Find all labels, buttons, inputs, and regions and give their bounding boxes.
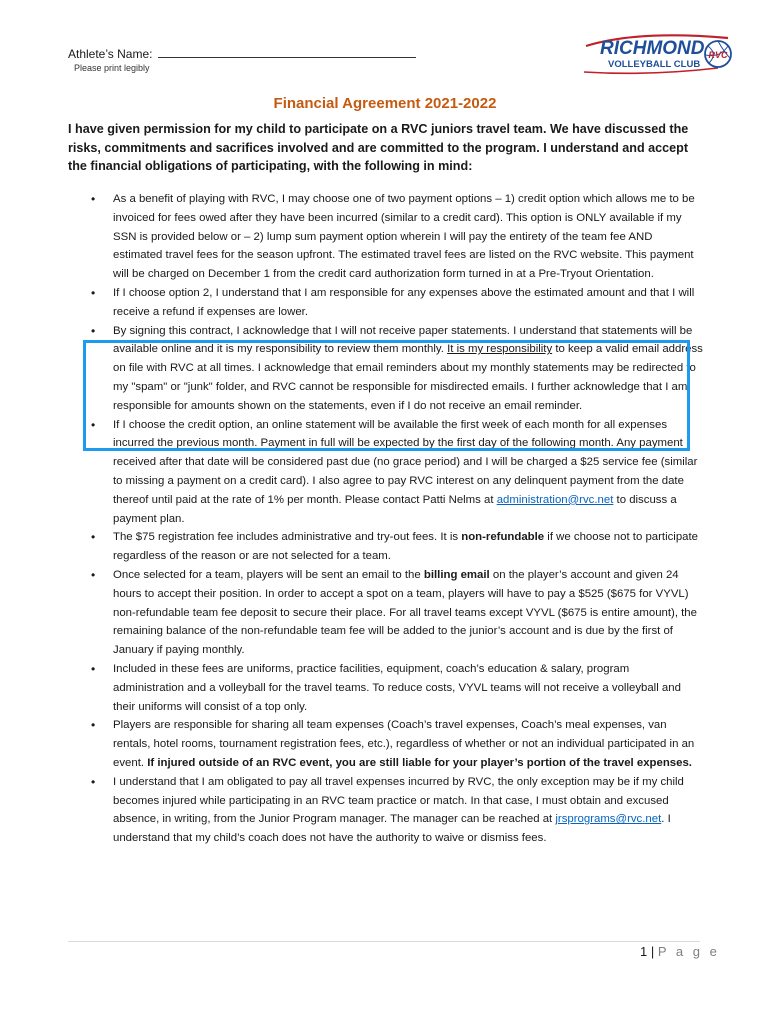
term-text-segment: If I choose the credit option, an online statement will be available the first week of each month for all expenses incurred the previous month. Payment in full will be expected by the first day of the following month. Any payment received after that date will be considered past due (no grace period) and I will be charged a $25 service fee (similar to missing a payment on a credit card). I also agree to pay RVC interest on any delinquent payment from the date thereof until paid at the rate of 1% per month. Please contact Patti Nelms at: [113, 418, 698, 506]
term-text: [113, 776, 684, 844]
term-text-segment: Included in these fees are uniforms, practice facilities, equipment, coach’s education & salary, program administration and a volleyball for the travel teams. To reduce costs, VYVL teams will not receive a volleyball and their uniforms will consist of a top only.: [113, 662, 681, 713]
term-item: [0, 528, 703, 566]
bullet-icon: •: [91, 323, 96, 338]
term-text: [113, 663, 681, 713]
term-item: [0, 716, 703, 772]
bullet-icon: •: [91, 567, 96, 582]
page-title: Financial Agreement 2021-2022: [273, 95, 497, 112]
term-item: [0, 773, 703, 848]
athlete-name-blank-line[interactable]: [158, 46, 416, 58]
bullet-icon: •: [91, 718, 96, 733]
term-text-segment: Once selected for a team, players will be sent an email to the: [113, 568, 424, 581]
term-item: [0, 284, 703, 322]
bullet-icon: •: [91, 192, 96, 206]
logo-club-text: VOLLEYBALL CLUB: [608, 59, 701, 70]
page-number-value: 1: [640, 944, 648, 959]
term-text-segment: The $75 registration fee includes administrative and try-out fees. It is: [113, 531, 462, 544]
intro-paragraph: I have given permission for my child to participate on a RVC juniors travel team. We have discussed the risks, commitments and sacrifices involved and are committed to the program. I understand and accept the financial obligations of participating, with the following in mind:: [68, 122, 689, 173]
term-text-segment: to keep a valid email address on file with RVC at all times. I acknowledge that email reminders about my monthly statements may be redirected to my "spam" or "junk" folder, and RVC cannot be responsible for misdirected emails. I further acknowledge that I am responsible for amounts shown on the statements, even if I do not receive an email reminder.: [113, 343, 703, 412]
logo-badge-text: RVC: [708, 50, 728, 60]
term-text: [113, 719, 694, 769]
term-bold-text: non-refundable: [461, 531, 545, 544]
term-text-segment: I understand that I am obligated to pay all travel expenses incurred by RVC, the only exception may be if my child becomes injured while participating in an RVC team practice or match. In that case, I must obtain and excused absence, in writing, from the Junior Program manager. The manager can be reached at: [113, 775, 684, 826]
bullet-icon: •: [91, 661, 96, 676]
term-item: [0, 660, 703, 716]
term-text-segment: to discuss a payment plan.: [113, 493, 677, 525]
term-underlined-text: It is my responsibility: [447, 343, 553, 356]
bullet-icon: •: [91, 285, 96, 300]
term-text: [113, 531, 698, 562]
footer-divider: [68, 941, 700, 942]
term-text-segment: if we choose not to participate regardless of the reason or are not selected for a team.: [113, 531, 699, 563]
bullet-icon: •: [91, 417, 96, 432]
term-text: [113, 193, 695, 280]
term-text-segment: Players are responsible for sharing all team expenses (Coach’s travel expenses, Coach’s meal expenses, van rentals, hotel rooms, tournament registration fees, etc.), regardless of whether or not an individual participated in an event.: [113, 719, 695, 769]
email-link[interactable]: jrsprograms@rvc.net: [555, 813, 662, 826]
term-bold-text: billing email: [423, 568, 490, 581]
athlete-name-label: Athlete’s Name:: [68, 47, 153, 61]
term-text-segment: If I choose option 2, I understand that I am responsible for any expenses above the estimated amount and that I will receive a refund if expenses are lower.: [113, 286, 695, 318]
term-text-segment: By signing this contract, I acknowledge that I will not receive paper statements. I understand that statements will be available online and it is my responsibility to review them monthly.: [113, 324, 693, 356]
page-number: [640, 944, 720, 959]
term-item: [0, 190, 703, 284]
bullet-icon: •: [91, 530, 96, 545]
bullet-icon: •: [91, 774, 96, 789]
print-legibly-note: Please print legibly: [74, 63, 150, 73]
highlight-box: [83, 340, 690, 451]
page-separator: |: [650, 944, 655, 959]
term-text-segment: on the player’s account and given 24 hours to accept their position. In order to accept a spot on a team, players will have to pay a $525 ($675 for VYVL) non-refundable team fee deposit to secure their place. For all travel teams except VYVL ($675 is entire amount), the remaining balance of the non-refundable team fee will be added to the junior’s account and is due by the first of January if paying monthly.: [113, 568, 697, 657]
term-text: [113, 569, 697, 656]
logo-richmond-text: RICHMOND: [600, 38, 705, 59]
email-link[interactable]: administration@rvc.net: [496, 493, 614, 506]
term-bold-text: If injured outside of an RVC event, you are still liable for your player’s portion of the travel expenses.: [147, 756, 692, 769]
terms-list: [0, 190, 770, 848]
athlete-name-field: [68, 46, 416, 61]
term-text-segment: As a benefit of playing with RVC, I may choose one of two payment options – 1) credit option which allows me to be invoiced for fees owed after they have been incurred (similar to a credit card). This option is ONLY available if my SSN is provided below or – 2) lump sum payment option wherein I will pay the entirety of the team fee AND estimated travel fees for the season upfront. The estimated travel fees are listed on the RVC website. This payment will be charged on December 1 from the credit card authorization form turned in at a Pre-Tryout Orientation.: [113, 193, 695, 281]
page-label: P a g e: [657, 944, 720, 959]
term-item: [0, 566, 703, 660]
richmond-volleyball-club-logo: [578, 28, 736, 78]
term-text: [113, 287, 694, 318]
term-text-segment: . I understand that my child’s coach does not have the authority to waive or dismiss fees.: [113, 813, 671, 845]
